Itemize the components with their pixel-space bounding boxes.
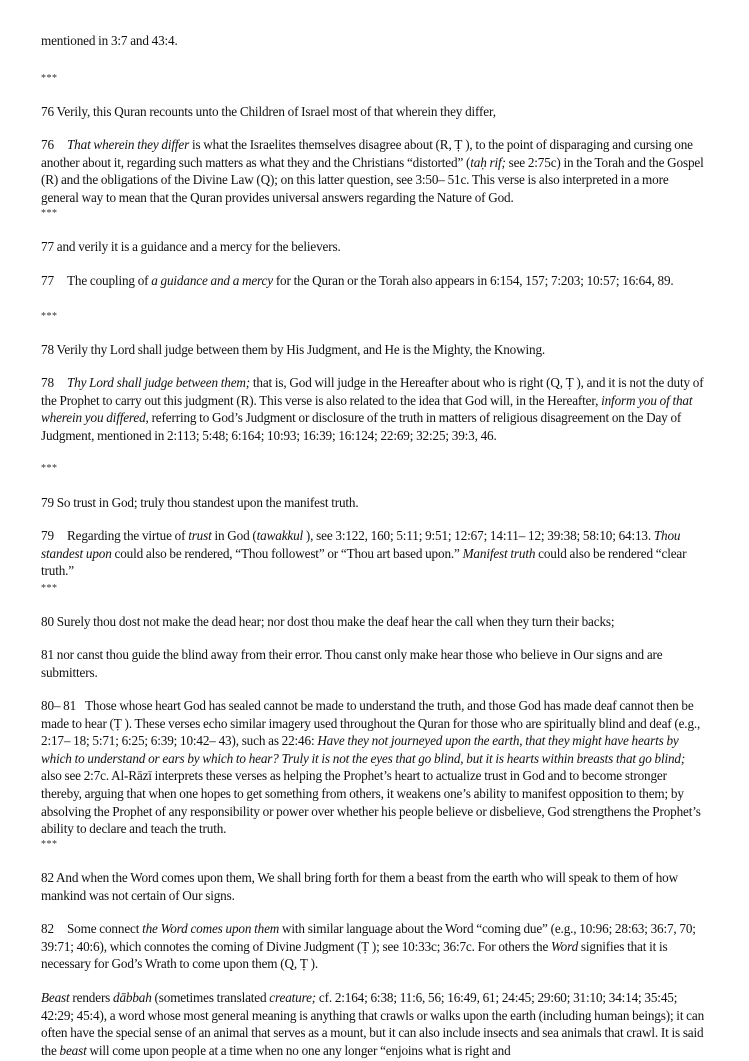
commentary-text: is what the Israelites themselves disagree about (R, Ṭ ), to the point of disparaging and cursing one another about it, regarding such matters as what they and the Christians “distorted” ( xyxy=(41,137,693,170)
verse-text: So trust in God; truly thou standest upon the manifest truth. xyxy=(56,495,359,510)
commentary-text: ), see 3:122, 160; 5:11; 9:51; 12:67; 14:11– 12; 39:38; 58:10; 64:13. xyxy=(303,528,654,543)
body-text: will come upon people at a time when no one any longer “enjoins what is right and xyxy=(86,1042,511,1058)
body-text: renders xyxy=(69,990,114,1005)
commentary-number: 79 xyxy=(41,528,54,543)
emphasis: inform you of that wherein you differed, xyxy=(41,392,693,426)
commentary-77 xyxy=(41,272,707,290)
emphasis: Beast xyxy=(41,990,70,1005)
emphasis: tawakkul xyxy=(256,528,304,543)
commentary-text: Some connect xyxy=(67,921,143,936)
commentary-text: with similar language about the Word “coming due” (e.g., 10:96; 28:63; 36:7, 70; 39:71; 40:6), which connotes the coming of Divine Judgment (Ṭ ); see 10:33c; 36:7c. For others the xyxy=(41,921,696,954)
verse-number: 81 xyxy=(41,647,54,662)
verse-text: And when the Word comes upon them, We shall bring forth for them a beast from the earth who will speak to them of how mankind was not certain of Our signs. xyxy=(41,870,678,903)
body-text: cf. 2:164; 6:38; 11:6, 56; 16:49, 61; 24:45; 29:60; 31:10; 34:14; 35:45; 42:29; 45:4), a word whose most general meaning is anything that crawls or walks upon the earth (including human beings); it can often have the special sense of an animal that serves as a mount, but it can also include insects and sea animals that crawl. It is said the xyxy=(41,990,705,1058)
section-separator: *** xyxy=(41,73,58,84)
verse-number: 76 xyxy=(41,104,54,119)
beast-paragraph xyxy=(41,989,707,1059)
verse-number: 79 xyxy=(41,495,54,510)
commentary-number: 82 xyxy=(41,921,54,936)
intro-text: mentioned in 3:7 and 43:4. xyxy=(41,33,178,48)
emphasis: Thou standest upon xyxy=(41,528,681,561)
commentary-text: signifies that it is necessary for God’s Wrath to come upon them (Q, Ṭ ). xyxy=(41,938,668,972)
commentary-text: The coupling of xyxy=(67,273,152,288)
emphasis: the Word comes upon them xyxy=(142,921,280,936)
emphasis: dābbah xyxy=(113,990,152,1005)
commentary-text: in God ( xyxy=(211,528,257,543)
commentary-80-81 xyxy=(41,697,707,838)
commentary-text: could also be rendered “clear truth.” xyxy=(41,545,687,579)
commentary-number: 76 xyxy=(41,137,54,152)
commentary-text: Regarding the virtue of xyxy=(67,528,189,543)
verse-76 xyxy=(41,103,707,121)
verse-number: 80 xyxy=(41,614,54,629)
section-separator: *** xyxy=(41,583,58,594)
verse-text: Verily, this Quran recounts unto the Children of Israel most of that wherein they differ, xyxy=(56,104,496,119)
commentary-number: 77 xyxy=(41,273,54,288)
emphasis: beast xyxy=(59,1042,87,1058)
commentary-76 xyxy=(41,136,707,206)
commentary-78 xyxy=(41,374,707,444)
commentary-text: that is, God will judge in the Hereafter about who is right (Q, Ṭ ), and it is not the duty of the Prophet to carry out this judgment (R). This verse is also related to the idea that God will, in the Hereafter, xyxy=(41,375,704,408)
verse-78 xyxy=(41,341,707,359)
verse-number: 78 xyxy=(41,342,54,357)
commentary-text: could also be rendered, “Thou followest” or “Thou art based upon.” xyxy=(111,545,463,561)
commentary-number: 80– 81 xyxy=(41,698,77,713)
section-separator: *** xyxy=(41,839,58,850)
verse-number: 77 xyxy=(41,239,54,254)
section-separator: *** xyxy=(41,311,58,322)
commentary-text: see 2:75c) in the Torah and the Gospel (R) and the obligations of the Divine Law (Q); on this latter question, see 3:50– 51c. This verse is also interpreted in a more general way to mean that the Quran provides universal answers regarding the Nature of God. xyxy=(41,154,704,205)
verse-text: Verily thy Lord shall judge between them by His Judgment, and He is the Mighty, the Knowing. xyxy=(56,342,546,357)
verse-text: and verily it is a guidance and a mercy for the believers. xyxy=(56,239,341,254)
commentary-79 xyxy=(41,527,707,580)
emphasis: creature; xyxy=(269,990,317,1005)
emphasis: trust xyxy=(188,528,212,543)
emphasis: Have they not journeyed upon the earth, that they might have hearts by which to understand or ears by which to hear? Truly it is not the eyes that go blind, but it is hearts within breasts that go blind; xyxy=(41,733,686,766)
section-separator: *** xyxy=(41,208,58,219)
verse-80 xyxy=(41,613,707,631)
commentary-text: for the Quran or the Torah also appears in 6:154, 157; 7:203; 10:57; 16:64, 89. xyxy=(272,273,674,288)
commentary-text: also see 2:7c. Al-Rāzī interprets these verses as helping the Prophet’s heart to actualize trust in God and to become stronger thereby, arguing that when one hopes to get something from others, it weakens one’s ability to manifest opposition to them; by absolving the Prophet of any responsibility or power over whether his people believe or disbelieve, God strengthens the Prophet’s ability to declare and teach the truth. xyxy=(41,768,701,837)
body-text: (sometimes translated xyxy=(151,990,270,1005)
emphasis: a guidance and a mercy xyxy=(151,273,273,288)
verse-79 xyxy=(41,494,707,512)
verse-81 xyxy=(41,646,707,681)
emphasis: Thy Lord shall judge between them; xyxy=(67,375,251,390)
emphasis: taḥ rif; xyxy=(470,154,506,170)
emphasis: Manifest truth xyxy=(462,545,536,561)
emphasis: Word xyxy=(551,938,579,954)
verse-text: nor canst thou guide the blind away from their error. Thou canst only make hear those who believe in Our signs and are submitters. xyxy=(41,647,663,680)
verse-number: 82 xyxy=(41,870,54,885)
commentary-number: 78 xyxy=(41,375,54,390)
verse-82 xyxy=(41,869,707,904)
commentary-82 xyxy=(41,920,707,973)
emphasis: That wherein they differ xyxy=(67,137,190,152)
verse-77 xyxy=(41,238,707,256)
commentary-text: referring to God’s Judgment or disclosure of the truth in matters of religious disagreement on the Day of Judgment, mentioned in 2:113; 5:48; 6:164; 10:93; 16:39; 16:124; 22:69; 32:25; 39:3, 46. xyxy=(41,410,682,443)
verse-text: Surely thou dost not make the dead hear; nor dost thou make the deaf hear the call when they turn their backs; xyxy=(56,614,615,629)
section-separator: *** xyxy=(41,463,58,474)
commentary-text: Those whose heart God has sealed cannot be made to understand the truth, and those God has made deaf cannot then be made to hear (Ṭ ). These verses echo similar imagery used throughout the Quran for those who are spiritually blind and deaf (e.g., 2:17– 18; 5:71; 6:25; 6:39; 10:42– 43), such as 22:46: xyxy=(41,698,701,749)
